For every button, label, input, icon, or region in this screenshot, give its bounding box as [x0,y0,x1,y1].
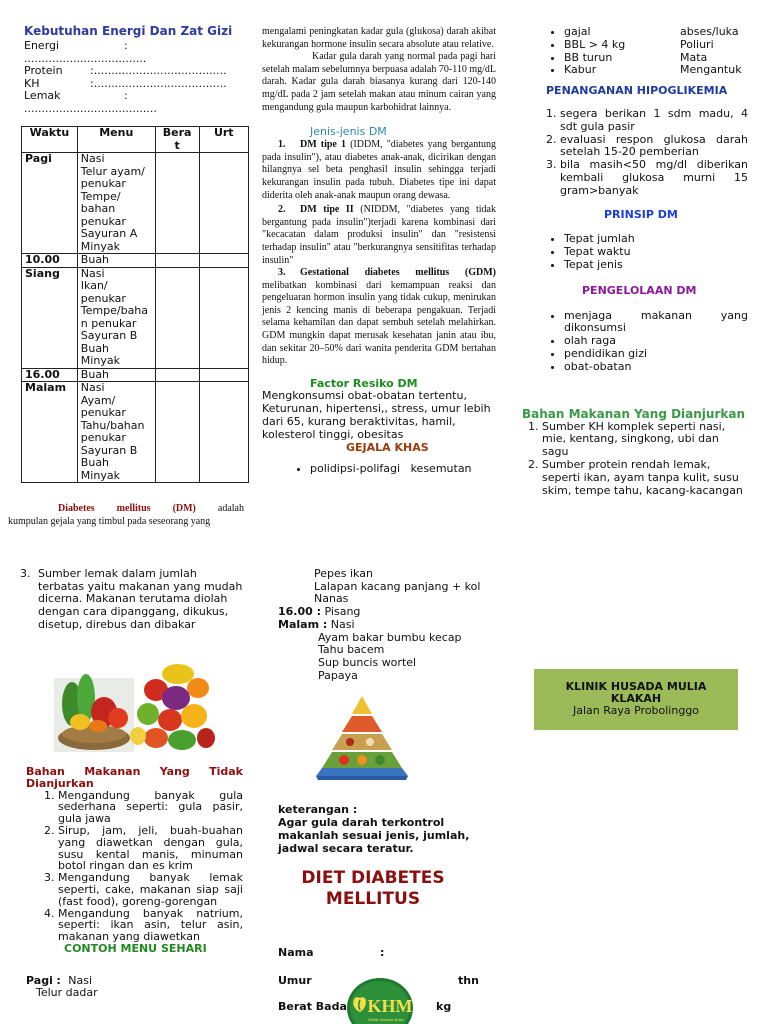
sample-pagi-item-2: Telur dadar [36,985,98,999]
menu-items [77,267,155,368]
menu-item: Sayuran B [80,443,138,457]
menu-urt-cell [199,368,248,382]
sample-malam-label: Malam : [278,617,328,631]
lemak-dots: ...................................... [24,101,157,115]
dm-term: Diabetes mellitus (DM) [58,503,196,514]
clinic-address: Jalan Raya Probolinggo [572,704,700,717]
dm1-text: (IDDM, "diabetes yang bergantung pada insulin"), atau diabetes anak-anak, dicirikan dengan hilangnya sel beta penghasil insulin sehingga terjadi kekurangan insulin pada tubuh. Diabetes tipe ini dapat diderita oleh anak-anak maupun orang dewasa. [262,139,496,201]
energi-label: Energi [24,39,60,52]
symptom-item [564,39,748,52]
hipo-title: PENANGANAN HIPOGLIKEMIA [546,84,728,98]
fat-source-num: 3. [20,567,31,580]
menu-time: Pagi [22,153,78,254]
symptom-left: Kabur [564,63,597,77]
pengelolaan-item: • obat-obatan [564,361,748,374]
sample-pagi-colon: : [56,973,61,987]
menu-row [22,382,249,483]
fat-source-text: Sumber lemak dalam jumlah terbatas yaitu makanan yang mudah dicerna. Makanan terutama diolah dengan cara dipanggang, dikukus, disetup, direbus dan dibakar [38,567,243,631]
menu-time: 16.00 [22,368,78,382]
lemak-colon: : [124,89,128,103]
umur-label: Umur [278,974,312,987]
not-recommended-item: 1. Mengandung banyak gula sederhana seperti: gula pasir, gula jawa [58,790,243,825]
sample-malam-first: Nasi [330,617,355,631]
menu-item: bahan [80,202,116,215]
symptom-left: BBL > 4 kg [564,37,626,51]
dm-def-2: kumpulan gejala yang timbul pada seseorang yang [8,516,211,527]
dm-def-1: adalah [217,503,244,514]
menu-berat-cell [155,254,199,268]
brochure-title [290,868,456,910]
kh-label: KH [24,76,40,90]
sample-menu-line: Nanas [314,592,349,606]
header-berat [155,127,199,153]
sample-malam-item: Ayam bakar bumbu kecap [318,630,462,644]
not-recommended-list [26,790,243,943]
menu-urt-cell [199,382,248,483]
energi-row [24,40,250,53]
berat-unit: kg [436,1000,452,1013]
gejala-title: GEJALA KHAS [346,440,429,454]
lemak-label: Lemak [24,89,61,103]
sample-menu-line: Pepes ikan [314,567,373,580]
pengelolaan-list [522,310,748,374]
protein-dots: :...................................... [90,64,227,78]
menu-time: Malam [22,382,78,483]
food-pyramid-image [310,692,414,780]
hipo-item: 1. segera berikan 1 sdm madu, 4 sdt gula pasir [560,108,748,134]
menu-item: Nasi [80,266,105,280]
pengelolaan-item: • olah raga [564,335,748,348]
note-section [278,803,488,855]
menu-row [22,254,249,268]
nama-colon: : [380,946,385,959]
food-pyramid-illustration [310,692,414,780]
symptom-left: gajal [564,25,591,38]
header-waktu: Waktu [22,127,78,153]
gdm-text: melibatkan kombinasi dari kemampuan reaksi dan pengeluaran hormon insulin yang tidak cukup, menirukan jenis 2 kencing manis di beberapa pengakuan. Terjadi selama kehamilan dan dapat sembuh setelah melahirkan. GDM mungkin dapat merusak kesehatan janin atau ibu, dan sekitar 20–50% dari wanita penderita GDM bertahan hidup. [262,279,496,367]
sample-menu-title: CONTOH MENU SEHARI [64,941,207,955]
dm1-label: DM tipe 1 [300,139,346,151]
menu-item: n penukar [80,316,137,330]
menu-items [77,254,155,268]
not-recommended-title: Bahan Makanan Yang Tidak Dianjurkan [26,765,243,790]
prinsip-item: • Tepat waktu [564,246,748,259]
menu-item: Minyak [80,239,120,253]
menu-urt-cell [199,153,248,254]
hipo-item: 3. bila masih<50 mg/dl diberikan kembali glukosa murni 15 gram>banyak [560,159,748,197]
prinsip-item: • Tepat jumlah [564,233,748,246]
khm-logo-icon [346,978,414,1024]
vegetables-image [52,656,216,752]
dm-definition [8,502,244,528]
pengelolaan-item: • menjaga makanan yang dikonsumsi [564,310,748,336]
header-menu: Menu [77,127,155,153]
logo-text: KHM [367,996,413,1016]
factor-text: Mengkonsumsi obat-obatan tertentu, Keturunan, hipertensi,, stress, umur lebih dari 65, kurang beraktivitas, hamil, kolesterol tinggi, obesitas [262,389,491,441]
symptom-list [522,26,748,77]
menu-items [77,382,155,483]
nama-row [278,946,314,959]
symptom-right: abses/luka [680,25,739,38]
vegetables-illustration [52,656,216,752]
note-text: Agar gula darah terkontrol makanlah sesuai jenis, jumlah, jadwal secara teratur. [278,816,470,855]
menu-item: penukar [80,214,126,228]
menu-item: Sayuran B [80,329,138,342]
energi-colon: : [124,39,128,52]
menu-item: Nasi [80,381,105,394]
menu-item: Minyak [80,354,120,367]
jenis-title: Jenis-jenis DM [310,125,387,139]
menu-item: Ayam/ [80,393,116,407]
clinic-name-line1: KLINIK HUSADA MULIA [565,680,707,693]
clinic-name-line2: KLAKAH [610,692,662,705]
menu-item: Buah [80,341,110,355]
bahan-item: 1. Sumber KH komplek seperti nasi, mie, kentang, singkong, ubi dan sagu [542,421,748,459]
menu-urt-cell [199,267,248,368]
menu-urt-cell [199,254,248,268]
symptom-right: Mengantuk [680,63,742,77]
panel-sample-menu [278,568,508,682]
pengelolaan-item: • pendidikan gizi [564,348,748,361]
menu-berat-cell [155,382,199,483]
menu-item: penukar [80,406,126,419]
gejala-item: • polidipsi-polifagi kesemutan [310,462,496,476]
sample-menu-lines [278,568,508,606]
clinic-box-inner [534,669,738,717]
menu-row [22,153,249,254]
menu-berat-cell [155,267,199,368]
nama-label: Nama [278,946,314,959]
khm-logo [346,978,414,1024]
menu-item: penukar [80,291,126,305]
menu-item: Buah [80,456,110,469]
menu-berat-cell [155,368,199,382]
not-recommended-item: 3. Mengandung banyak lemak seperti, cake, makanan siap saji (fast food), goreng-gorengan [58,872,243,907]
menu-item: Tahu/bahan [80,418,145,432]
menu-item: Tempe/ [80,189,121,203]
sample-malam-items [278,632,508,683]
sample-menu-line: Lalapan kacang panjang + kol [314,579,481,593]
header-berat-text: Berat [162,126,192,152]
bahan-item: 2. Sumber protein rendah lemak, seperti ikan, ayam tanpa kulit, susu skim, tempe tahu, kacang-kacangan [542,459,748,497]
menu-item: Tempe/baha [80,304,149,317]
brochure-title-line1: DIET DIABETES [301,868,445,888]
dm-type-1: 1. DM tipe 1 (IDDM, "diabetes yang bergantung pada insulin"), atau diabetes anak-anak, dicirikan dengan hilangnya sel beta penghasil insulin sehingga terjadi kekurangan insulin pada tubuh. Diabetes tipe ini dapat diderita oleh anak-anak maupun orang dewasa. [262,139,496,201]
brochure-title-line2: MELLITUS [325,889,421,909]
menu-items [77,153,155,254]
clinic-box [534,669,738,730]
pengelolaan-title: PENGELOLAAN DM [582,283,697,297]
hipo-item: 2. evaluasi respon glukosa darah setelah 15-20 pemberian [560,134,748,160]
not-recommended-item: 4. Mengandung banyak natrium, seperti: ikan asin, telur asin, makanan yang diawetkan [58,908,243,943]
symptom-right: Poliuri [680,37,714,51]
menu-item: penukar [80,177,126,190]
menu-item: Telur ayam/ [80,164,145,178]
dm-definition-line1 [8,502,244,515]
bahan-title: Bahan Makanan Yang Dianjurkan [522,406,745,421]
berat-row [278,1000,347,1013]
panel-management [522,26,748,497]
menu-table-header [22,127,249,153]
sample-pagi [26,975,243,999]
menu-item: penukar [80,431,126,444]
menu-items [77,368,155,382]
energi-dots: ................................... [24,51,147,65]
energy-title: Kebutuhan Energi Dan Zat Gizi [24,24,233,38]
sample-pagi-item-1: Nasi [68,973,93,987]
umur-unit: thn [458,974,479,987]
menu-row [22,368,249,382]
prinsip-list [522,233,748,271]
dm-type-3: 3. Gestational diabetes mellitus (GDM) melibatkan kombinasi dari kemampuan reaksi dan pengeluaran hormon insulin yang tidak cukup, menirukan jenis 2 kencing manis di beberapa pengakuan. Terjadi selama kehamilan dan dapat sembuh setelah melahirkan. GDM mungkin dapat merusak kesehatan janin atau ibu, dan sekitar 20–50% dari wanita penderita GDM bertahan hidup. [262,267,496,367]
symptom-right: Mata [680,50,708,64]
prinsip-item: • Tepat jenis [564,259,748,272]
berat-label: Berat Bada [278,1000,347,1013]
panel-dm-info [262,26,496,476]
menu-item: Minyak [80,468,120,482]
protein-label: Protein [24,64,63,78]
dm-para-1: mengalami peningkatan kadar gula (glukosa) darah akibat kekurangan hormone insulin secara absolute atau relative. [262,26,496,50]
menu-item: Buah [80,367,110,381]
menu-row [22,267,249,368]
sample-1600-value: Pisang [324,605,361,619]
dm2-label: DM tipe II [300,204,354,216]
menu-item: Buah [80,253,110,266]
sample-malam [278,619,508,632]
gdm-label: Gestational diabetes mellitus (GDM) [300,267,496,279]
dm-type-2: 2. DM tipe II (NIDDM, "diabetes yang tidak bergantung pada insulin")terjadi karena kombinasi dari "kecacatan dalam produksi insulin" dan "resistensi terhadap insulin" atau "berkurangnya sensitifitas terhadap insulin" [262,204,496,266]
kh-dots: :...................................... [90,76,227,90]
symptom-item [564,64,748,77]
menu-time: Siang [22,267,78,368]
menu-table [21,126,249,483]
hipo-list [522,108,748,198]
menu-time: 10.00 [22,254,78,268]
logo-subtext: Klinik Husada Mulia [368,1017,404,1022]
sample-pagi-label: Pagi [26,973,53,987]
menu-item: Ikan/ [80,279,108,292]
sample-malam-item: Tahu bacem [318,643,385,657]
panel-energy [24,24,250,116]
sample-1600-label: 16.00 : [278,605,322,619]
energy-fields [24,40,250,116]
header-urt: Urt [199,127,248,153]
symptom-left: BB turun [564,50,613,64]
dm2-text: (NIDDM, "diabetes yang tidak bergantung pada insulin")terjadi karena kombinasi dari "kecacatan dalam produksi insulin" dan "resistensi terhadap insulin" atau "berkurangnya sensitifitas terhadap insulin" [262,204,496,266]
menu-item: Sayuran A [80,227,138,240]
note-title: keterangan : [278,803,358,816]
panel-food-rules [20,568,245,632]
fat-source-item [20,568,245,632]
menu-berat-cell [155,153,199,254]
gejala-list [262,462,496,476]
dm-para-2: Kadar gula darah yang normal pada pagi hari setelah malam sebelumnya berpuasa adalah 70-110 mg/dL darah. Kadar gula darah biasanya kurang dari 120-140 mg/dL pada 2 jam setelah makan atau minum cairan yang mengandung gula maupun karbohidrat lainnya. [262,51,496,113]
sample-malam-item: Sup buncis wortel [318,655,417,669]
prinsip-title: PRINSIP DM [604,207,678,221]
not-recommended-item: 2. Sirup, jam, jeli, buah-buahan yang diawetkan dengan gula, susu kental manis, minuman botol ringan dan es krim [58,825,243,872]
menu-item: Nasi [80,152,105,165]
umur-row [278,974,312,987]
bahan-list [522,421,748,498]
sample-malam-item: Papaya [318,668,358,682]
not-recommended-section [26,766,243,998]
factor-title: Factor Resiko DM [310,376,418,390]
symptom-item [564,26,748,39]
